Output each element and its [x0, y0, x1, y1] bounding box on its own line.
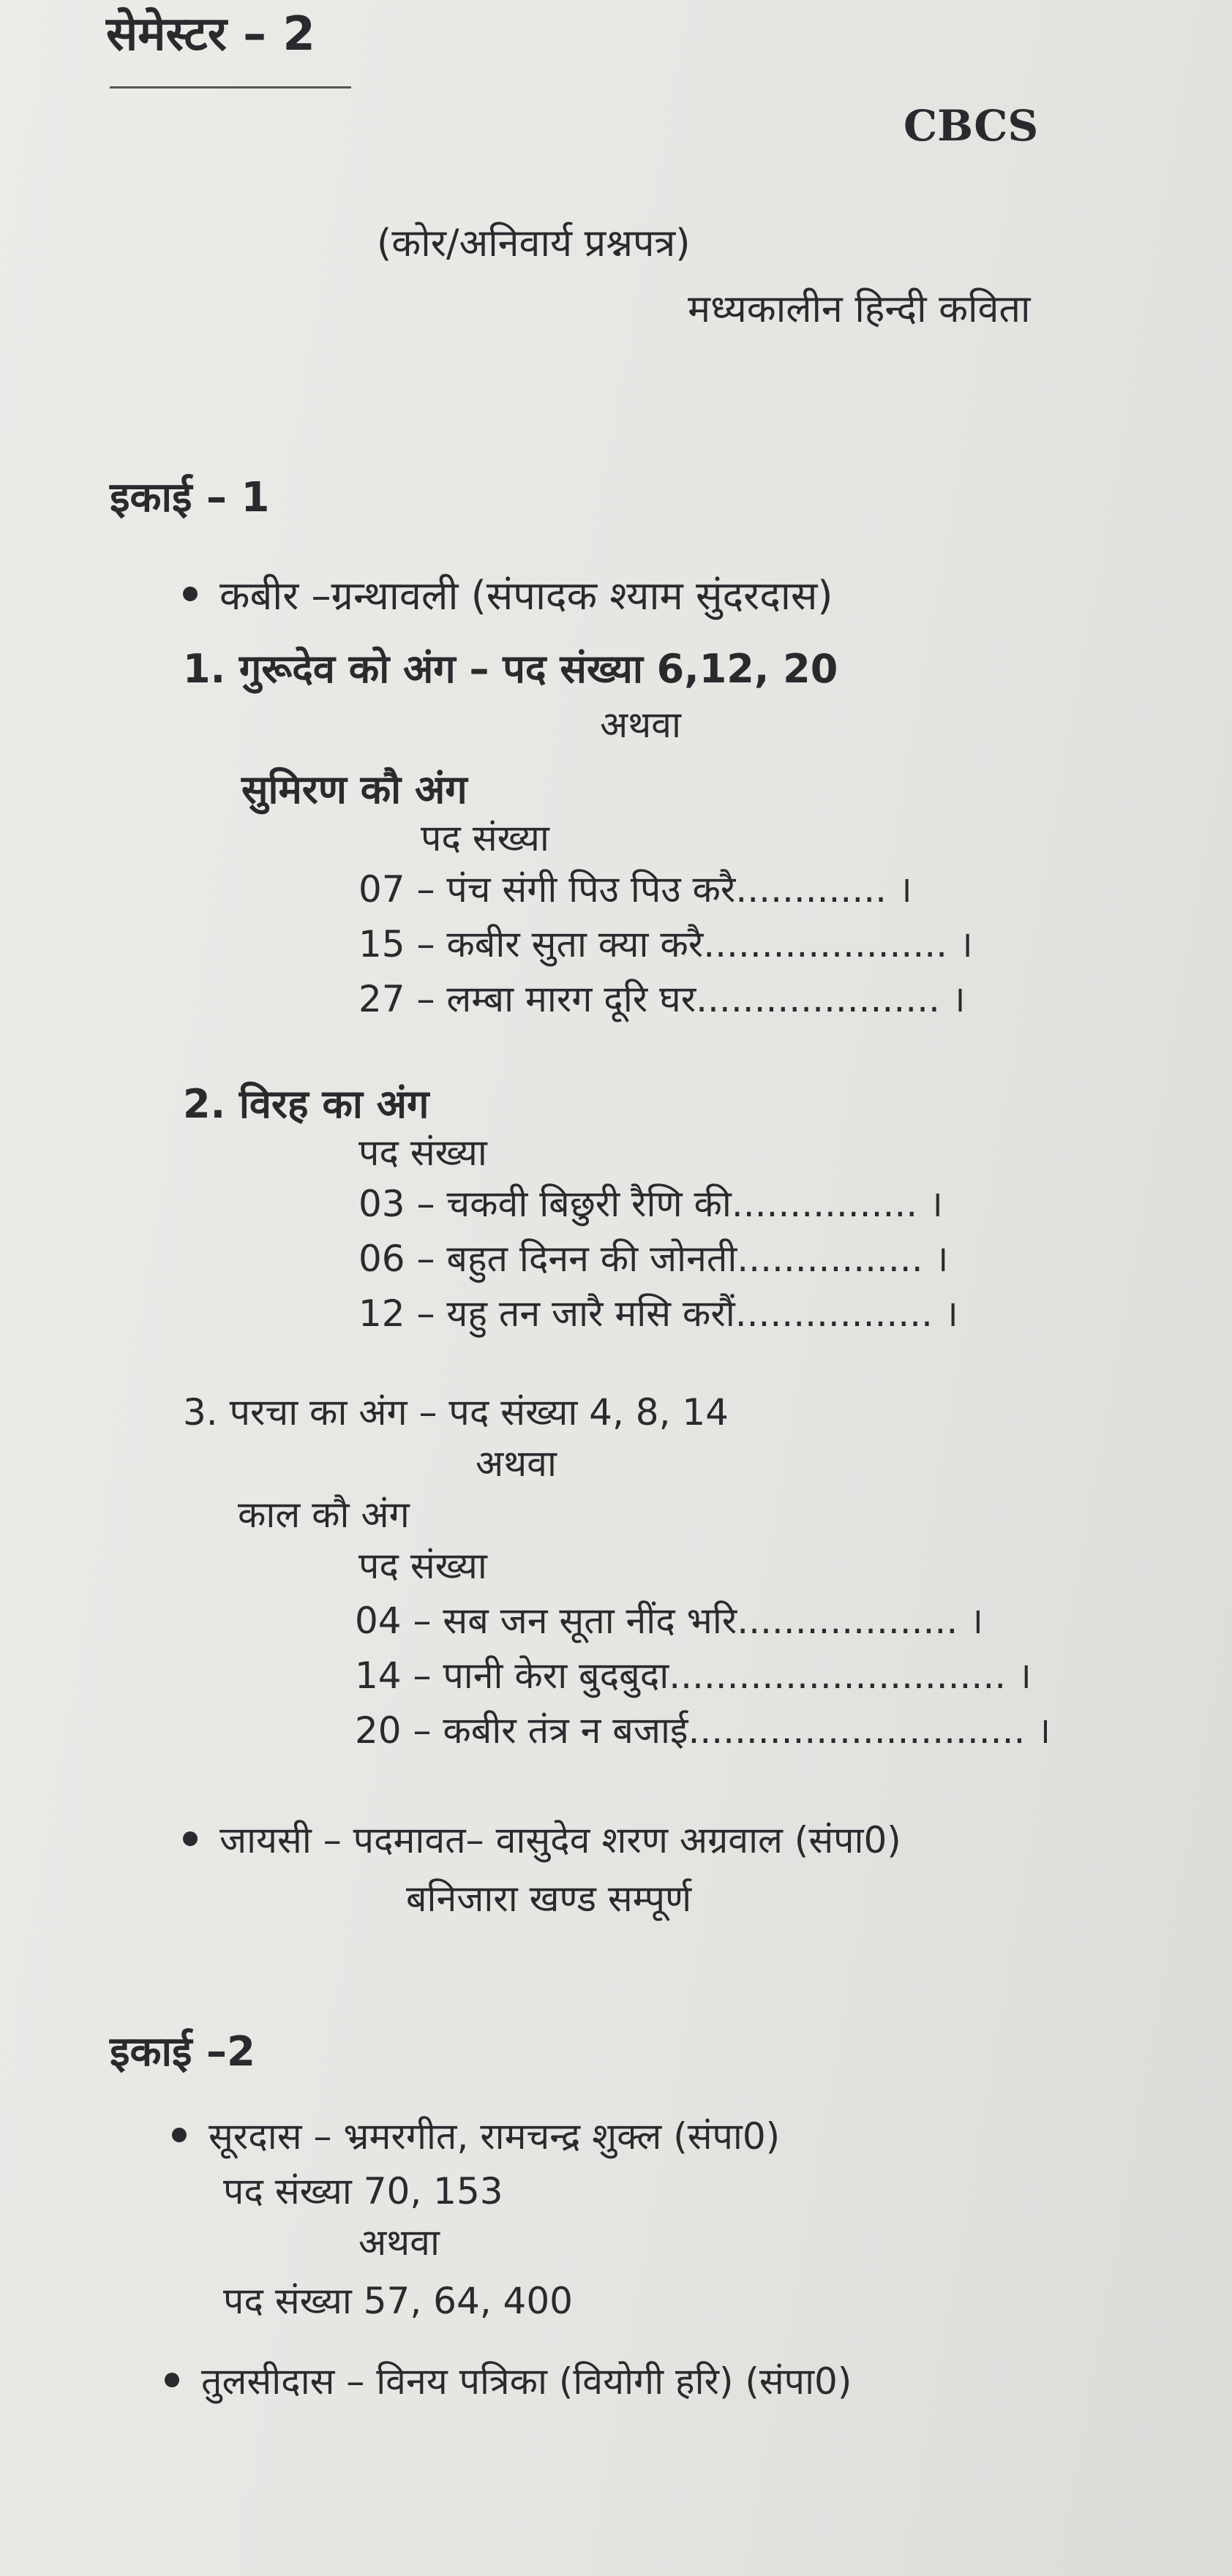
athva2: अथवा [476, 1442, 557, 1485]
verse-line: 20 – कबीर तंत्र न बजाई............................. । [355, 1709, 1051, 1752]
verse-line: 27 – लम्बा मारग दूरि घर..................... । [358, 978, 966, 1020]
verse-line: 03 – चकवी बिछुरी रैणि की................ । [358, 1183, 943, 1225]
item1-line: 1. गुरूदेव को अंग – पद संख्या 6,12, 20 [183, 646, 838, 692]
jaysi-text: जायसी – पदमावत– वासुदेव शरण अग्रवाल (संपा0) [219, 1819, 901, 1861]
pad-line-b: पद संख्या 57, 64, 400 [223, 2280, 573, 2322]
tulsi-line [165, 2355, 852, 2405]
bullet-icon [183, 587, 198, 601]
paper-type: (कोर/अनिवार्य प्रश्नपत्र) [377, 222, 691, 265]
banjara-line: बनिजारा खण्ड सम्पूर्ण [406, 1878, 692, 1920]
scheme-label: CBCS [904, 101, 1039, 151]
verse-line: 14 – पानी केरा बुदबुदा............................. । [355, 1654, 1032, 1697]
subject-title: मध्यकालीन हिन्दी कविता [688, 287, 1031, 331]
surdas-line [172, 2110, 780, 2160]
surdas-text: सूरदास – भ्रमरगीत, रामचन्द्र शुक्ल (संपा0) [209, 2115, 781, 2158]
unit2-heading: इकाई –2 [110, 2028, 255, 2076]
bullet-icon [183, 1831, 198, 1846]
athva-u2: अथवा [358, 2221, 440, 2264]
kabir-text: कबीर –ग्रन्थावली (संपादक श्याम सुंदरदास) [219, 573, 833, 619]
pad-label-3: पद संख्या [358, 1545, 487, 1587]
unit1-heading: इकाई – 1 [110, 474, 270, 521]
pad-label-1: पद संख्या [421, 817, 549, 859]
verse-line: 04 – सब जन सूता नींद भरि................... । [355, 1600, 984, 1642]
verse-line: 12 – यहु तन जारै मसि करौं................. । [358, 1292, 958, 1335]
verse-line: 15 – कबीर सुता क्या करै..................... । [358, 923, 973, 965]
pad-line-a: पद संख्या 70, 153 [223, 2170, 503, 2212]
tulsi-text: तुलसीदास – विनय पत्रिका (वियोगी हरि) (संपा0) [201, 2360, 852, 2403]
kabir-line [183, 567, 833, 621]
pad-label-2: पद संख्या [358, 1131, 487, 1174]
verse-line: 07 – पंच संगी पिउ पिउ करै............. । [358, 868, 912, 911]
item2-line: 2. विरह का अंग [183, 1081, 429, 1127]
kaal-heading: काल कौ अंग [238, 1494, 410, 1536]
athva1: अथवा [600, 704, 681, 746]
item3-line: 3. परचा का अंग – पद संख्या 4, 8, 14 [183, 1391, 729, 1434]
title-underline [110, 86, 351, 88]
verse-line: 06 – बहुत दिनन की जोनती................ । [358, 1238, 949, 1280]
jaysi-line [183, 1814, 901, 1864]
bullet-icon [165, 2373, 179, 2387]
bullet-icon [172, 2128, 187, 2142]
sumiran-heading: सुमिरण कौ अंग [241, 767, 467, 813]
semester-title: सेमेस्टर – 2 [106, 7, 315, 61]
